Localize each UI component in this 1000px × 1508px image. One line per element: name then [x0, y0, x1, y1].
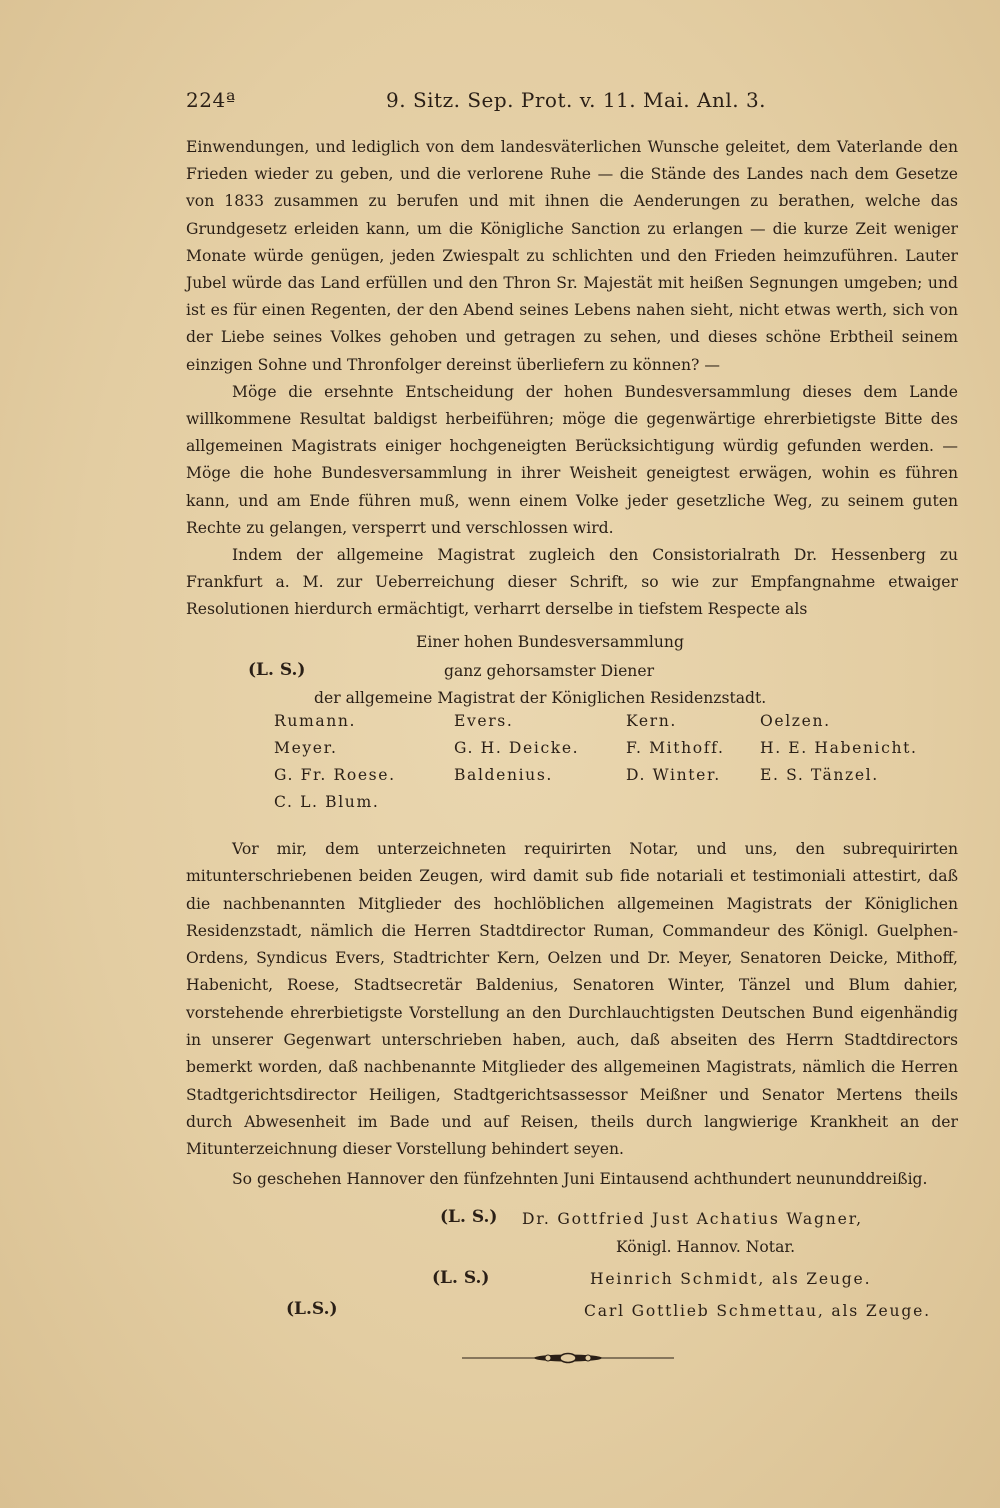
signatory: D. Winter.	[626, 766, 721, 784]
signatory: G. H. Deicke.	[454, 739, 580, 757]
signatory: Oelzen.	[760, 712, 831, 730]
seal-witness-1: (L. S.)	[432, 1268, 490, 1288]
notary-name: Dr. Gottfried Just Achatius Wagner,	[522, 1210, 863, 1228]
closing-line-2: ganz gehorsamster Diener	[444, 662, 655, 680]
ornament-rule-icon	[462, 1350, 674, 1366]
signatory: E. S. Tänzel.	[760, 766, 879, 784]
signatory: G. Fr. Roese.	[274, 766, 396, 784]
signatory-row	[274, 793, 974, 820]
page-number: 224ª	[186, 88, 236, 112]
paragraph-1: Einwendungen, und lediglich von dem landesväterlichen Wunsche geleitet, dem Vaterlande den Frieden wieder zu geben, und die verlorene Ruhe — die Stände des Landes nach dem Gesetze von 1833 zusammen zu berufen und mit ihnen die Aenderungen zu berathen, welche das Grundgesetz erleiden kann, um die Königliche Sanction zu erlangen — die kurze Zeit weniger Monate würde genügen, jeden Zwiespalt zu schlichten und den Frieden heimzuführen. Lauter Jubel würde das Land erfüllen und den Thron Sr. Majestät mit heißen Segnungen umgeben; und ist es für einen Regenten, der den Abend seines Lebens nahen sieht, nicht etwas werth, sich von der Liebe seines Volkes gehoben und getragen zu sehen, und dieses schöne Erbtheil seinem einzigen Sohne und Thronfolger dereinst überliefern zu können? —	[186, 138, 958, 374]
signatory: Evers.	[454, 712, 514, 730]
signatory: Rumann.	[274, 712, 357, 730]
seal-notary: (L. S.)	[440, 1207, 498, 1227]
seal-witness-2: (L.S.)	[286, 1299, 338, 1319]
notary-paragraph: Vor mir, dem unterzeichneten requirirten Notar, und uns, den subrequirirten mitunterschriebenen beiden Zeugen, wird damit sub fide notariali et testimoniali attestirt, daß die nachbenannten Mitglieder des hochlöblichen allgemeinen Magistrats der Königlichen Residenzstadt, nämlich die Herren Stadtdirector Ruman, Commandeur des Königl. Guelphen-Ordens, Syndicus Evers, Stadtrichter Kern, Oelzen und Dr. Meyer, Senatoren Deicke, Mithoff, Habenicht, Roese, Stadtsecretär Baldenius, Senatoren Winter, Tänzel und Blum dahier, vorstehende ehrerbietigste Vorstellung an den Durchlauchtigsten Deutschen Bund eigenhändig in unserer Gegenwart unterschrieben haben, auch, daß abseiten des Herrn Stadtdirectors bemerkt worden, daß nachbenannte Mitglieder des allgemeinen Magistrats, nämlich die Herren Stadtgerichtsdirector Heiligen, Stadtgerichtsassessor Meißner und Senator Mertens theils durch Abwesenheit im Bade und auf Reisen, theils durch langwierige Krankheit an der Mitunterzeichnung dieser Vorstellung behindert seyen.	[186, 840, 958, 1159]
paragraph-3: Indem der allgemeine Magistrat zugleich den Consistorialrath Dr. Hessenberg zu Frankfurt a. M. zur Ueberreichung dieser Schrift, so wie zur Empfangnahme etwaiger Resolutionen hierdurch ermächtigt, verharrt derselbe in tiefstem Respecte als	[186, 546, 958, 619]
signatory: H. E. Habenicht.	[760, 739, 918, 757]
signatory: Meyer.	[274, 739, 338, 757]
closing-line-3: der allgemeine Magistrat der Königlichen Residenzstadt.	[314, 689, 767, 707]
signatory: Kern.	[626, 712, 677, 730]
signatory-row	[274, 739, 974, 766]
signatory-row	[274, 712, 974, 739]
notary-role: Königl. Hannov. Notar.	[616, 1238, 796, 1256]
place-date-line: So geschehen Hannover den fünfzehnten Juni Eintausend achthundert neununddreißig.	[232, 1170, 928, 1188]
signatory: F. Mithoff.	[626, 739, 725, 757]
running-title: 9. Sitz. Sep. Prot. v. 11. Mai. Anl. 3.	[386, 88, 767, 112]
signatory: Baldenius.	[454, 766, 553, 784]
signatories	[274, 712, 974, 820]
seal-closing: (L. S.)	[248, 660, 306, 680]
paragraph-2: Möge die ersehnte Entscheidung der hohen Bundesversammlung dieses dem Lande willkommene Resultat baldigst herbeiführen; möge die gegenwärtige ehrerbietigste Bitte des allgemeinen Magistrats einiger hochgeneigten Berücksichtigung würdig gefunden werden. — Möge die hohe Bundesversammlung in ihrer Weisheit geneigtest erwägen, wohin es führen kann, und am Ende führen muß, wenn einem Volke jeder gesetzliche Weg, zu seinem guten Rechte zu gelangen, versperrt und verschlossen wird.	[186, 382, 958, 537]
signatory-row	[274, 766, 974, 793]
main-text	[186, 134, 958, 624]
notary-attestation	[186, 836, 958, 1164]
closing-line-1: Einer hohen Bundesversammlung	[416, 633, 684, 651]
witness-2-name: Carl Gottlieb Schmettau, als Zeuge.	[584, 1302, 931, 1320]
signatory: C. L. Blum.	[274, 793, 380, 811]
witness-1-name: Heinrich Schmidt, als Zeuge.	[590, 1270, 872, 1288]
